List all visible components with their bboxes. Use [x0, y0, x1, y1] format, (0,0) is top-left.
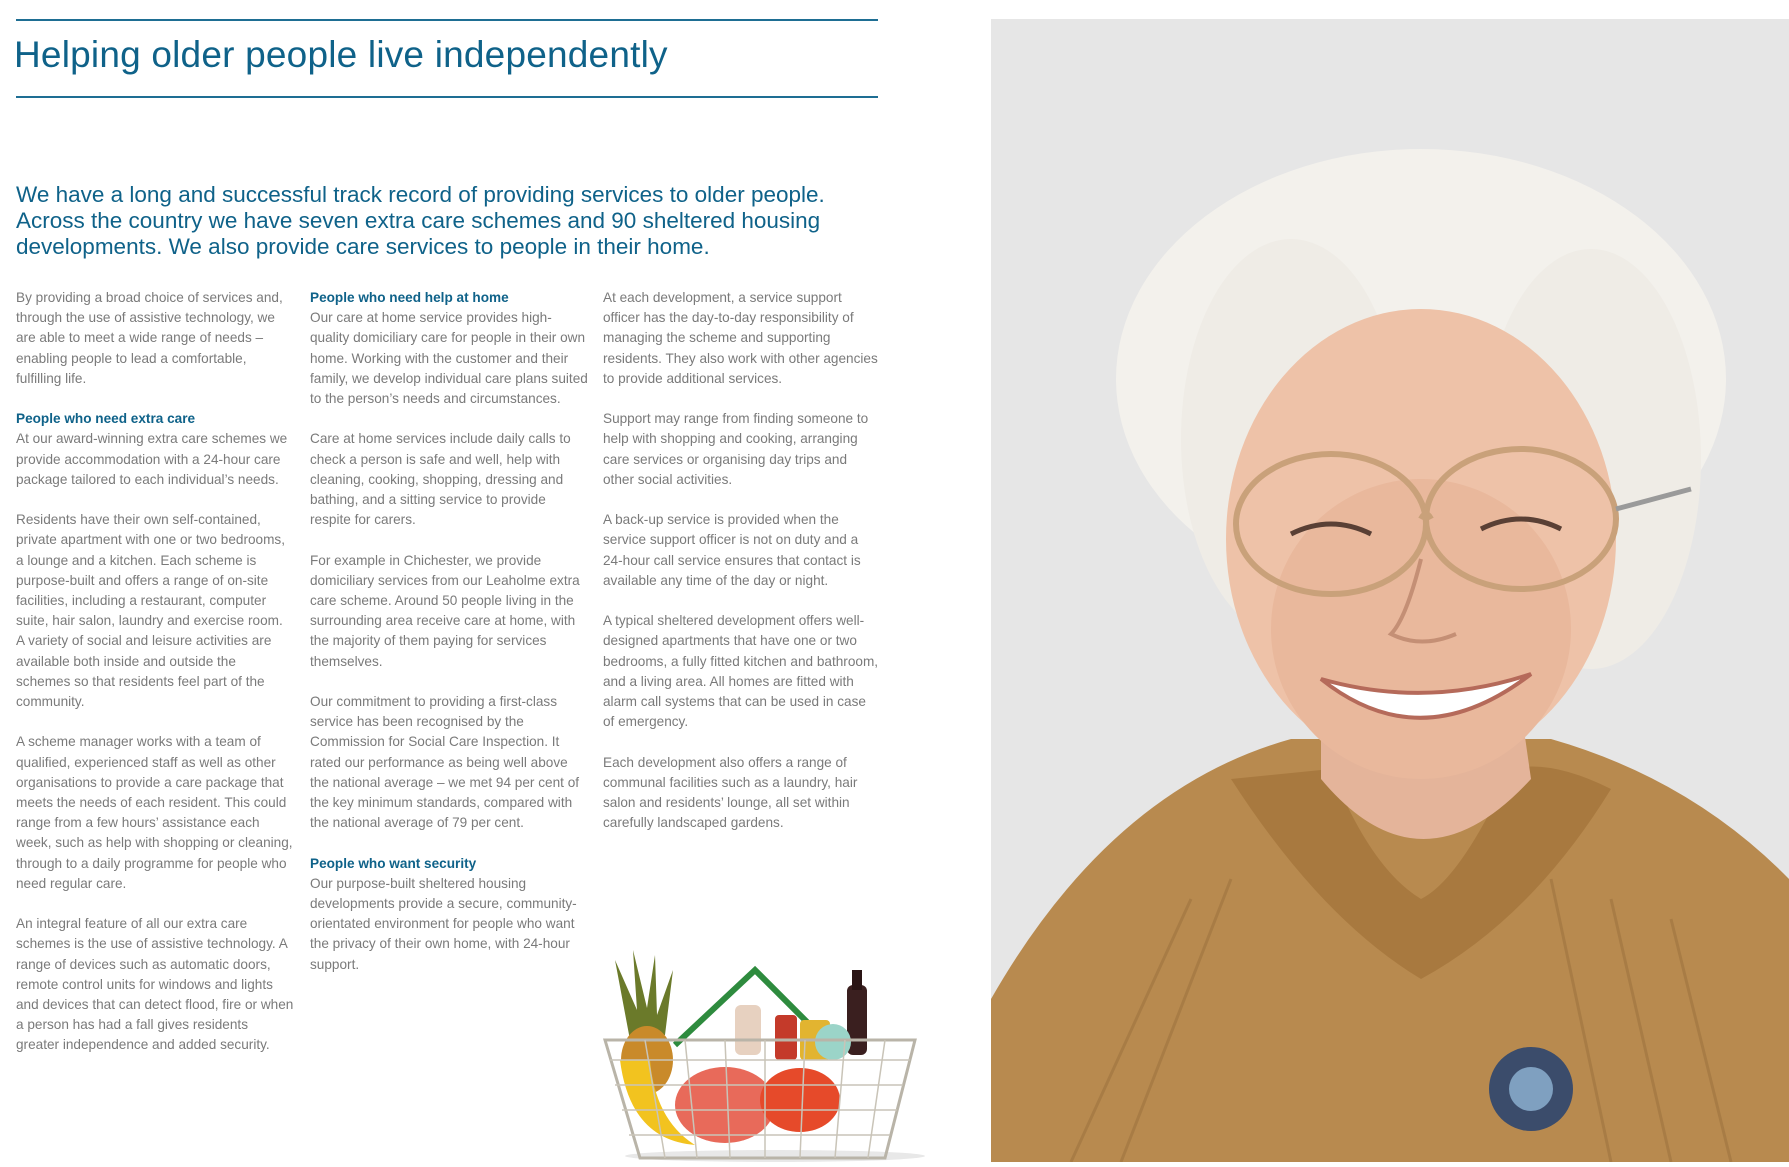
text-column-1 [16, 288, 294, 1076]
top-rule [16, 19, 878, 21]
bottom-rule [16, 96, 878, 98]
paragraph: At each development, a service support officer has the day-to-day responsibility of managing the scheme and supporting residents. They also work with other agencies to provide additional services. [603, 290, 878, 386]
text-column-2 [310, 288, 588, 995]
section-heading-help-at-home: People who need help at home [310, 290, 509, 305]
paragraph: Support may range from finding someone to help with shopping and cooking, arranging care services or organising day trips and other social activities. [603, 411, 869, 487]
page-title: Helping older people live independently [14, 34, 668, 75]
paragraph: Our care at home service provides high-quality domiciliary care for people in their own home. Working with the customer and their family, we develop individual care plans suited to the person’s needs and circumstances. [310, 310, 588, 407]
section-heading-security: People who want security [310, 855, 477, 871]
portrait-photo [991, 19, 1789, 1162]
intro-paragraph: We have a long and successful track record of providing services to older people. Across the country we have seven extra care schemes and 90 sheltered housing developments. We also provide care services to people in their home. [16, 182, 825, 259]
paragraph: A scheme manager works with a team of qualified, experienced staff as well as other organisations to provide a care package that meets the needs of each resident. This could range from a few hours’ assistance each week, such as help with shopping or cleaning, through to a daily programme for people who need regular care. [16, 734, 293, 891]
paragraph: Residents have their own self-contained, private apartment with one or two bedrooms, a lounge and a kitchen. Each scheme is purpose-built and offers a range of on-site facilities, including a restaurant, computer suite, hair salon, laundry and exercise room. A variety of social and leisure activities are available both inside and outside the schemes so that residents feel part of the community. [16, 512, 285, 710]
paragraph: An integral feature of all our extra care schemes is the use of assistive technology. A range of devices such as automatic doors, remote control units for windows and lights and devices that can detect flood, fire or when a person has had a fall gives residents greater independence and added security. [16, 916, 294, 1053]
paragraph: Each development also offers a range of communal facilities such as a laundry, hair salon and residents’ lounge, all set within carefully landscaped gardens. [603, 754, 858, 831]
text-column-3 [603, 288, 881, 854]
elderly-woman-portrait-icon [991, 19, 1789, 1162]
section-heading-extra-care: People who need extra care [16, 411, 196, 427]
paragraph: A typical sheltered development offers well-designed apartments that have one or two bedrooms, a fully fitted kitchen and bathroom, and a living area. All homes are fitted with alarm call systems that can be used in case of emergency. [603, 613, 879, 730]
paragraph: Care at home services include daily calls to check a person is safe and well, help with cleaning, cooking, shopping, dressing and bathing, and a sitting service to provide respite for carers. [310, 431, 571, 528]
paragraph: A back-up service is provided when the service support officer is not on duty and a 24-hour call service ensures that contact is available any time of the day or night. [603, 512, 861, 588]
shopping-basket-image [585, 930, 945, 1162]
paragraph: For example in Chichester, we provide domiciliary services from our Leaholme extra care scheme. Around 50 people living in the surrounding area receive care at home, with the majority of them paying for services themselves. [310, 552, 580, 669]
shopping-basket-icon [585, 930, 945, 1162]
paragraph: By providing a broad choice of services and, through the use of assistive technology, we are able to meet a wide range of needs – enabling people to lead a comfortable, fulfilling life. [16, 290, 283, 386]
paragraph: At our award-winning extra care schemes we provide accommodation with a 24-hour care package tailored to each individual’s needs. [16, 431, 288, 487]
paragraph: Our commitment to providing a first-class service has been recognised by the Commission for Social Care Inspection. It rated our performance as being well above the national average – we met 94 per cent of the key minimum standards, compared with the national average of 79 per cent. [310, 694, 580, 831]
paragraph: Our purpose-built sheltered housing developments provide a secure, community-orientated environment for people who want the privacy of their own home, with 24-hour support. [310, 875, 577, 972]
